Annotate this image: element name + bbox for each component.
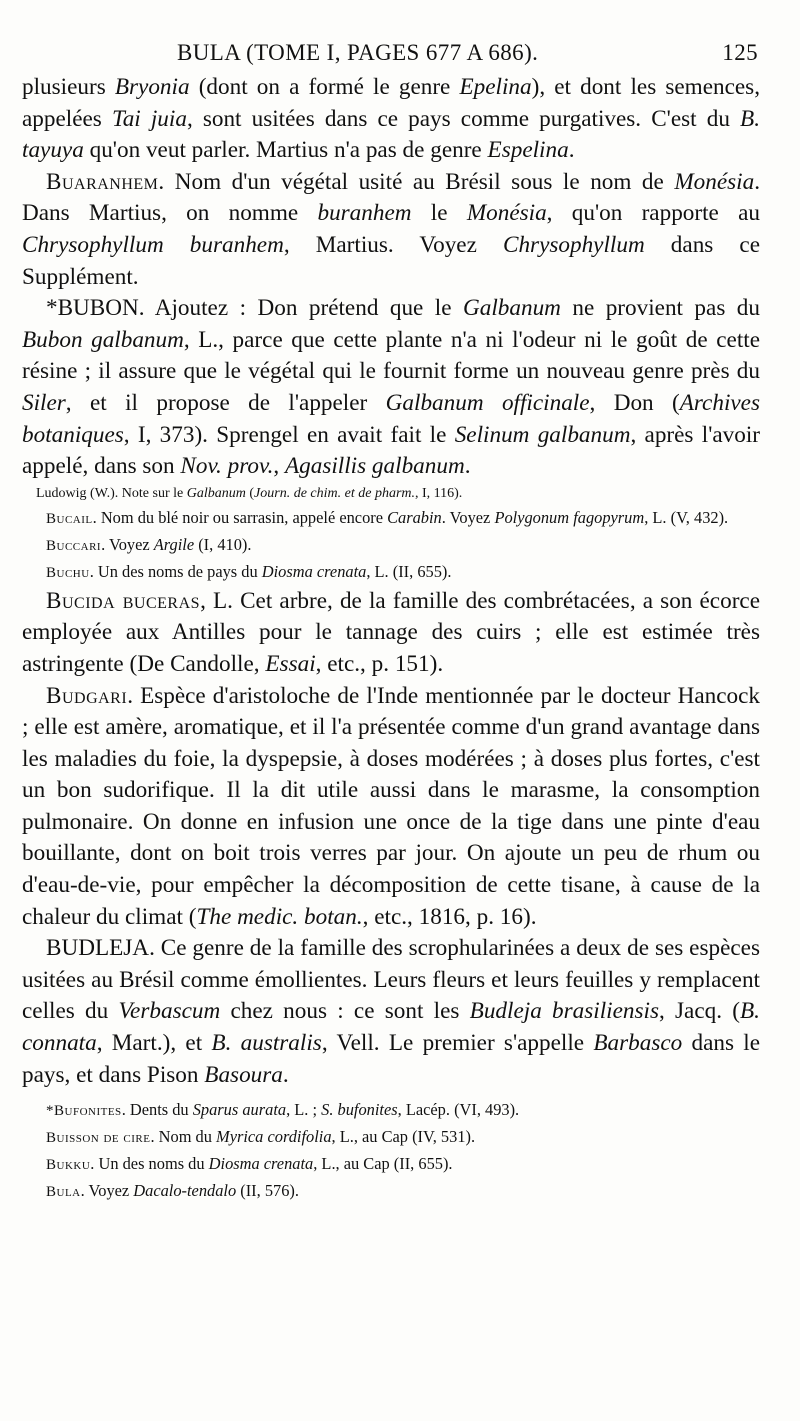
text: , L., au Cap (IV, 531). (331, 1127, 476, 1147)
text: , L. Cet arbre, de la famille des combrétacées, a son écorce employée aux Antilles pour le tannage des cuirs ; elle est estimée très astringente (De Candolle, (22, 587, 760, 677)
text: . Espèce d'aristoloche de l'Inde mentionnée par le docteur Hancock ; elle est amère, aromatique, et il l'a présentée comme d'un grand avantage dans les maladies du foie, la dyspepsie, à doses modérées ; à doses plus fortes, c'est un bon sudorifique. Il la dit utile aussi dans le marasme, la consomption pulmonaire. On donne en infusion une once de la tige dans une pinte d'eau bouillante, dont on boit trois verres par jour. On ajoute un peu de rhum ou d'eau-de-vie, pour empêcher la décomposition de cette tisane, à cause de la chaleur du climat ( (22, 682, 760, 930)
italic-term: Essai (265, 650, 316, 677)
text: chez nous : ce sont les (220, 998, 470, 1025)
text: , L., parce que cette plante n'a ni l'odeur ni le goût de cette résine ; il assure que le végétal qui le fournit forme un nouveau genre près du (22, 326, 760, 385)
italic-term: Monésia (466, 200, 547, 227)
text: , L., au Cap (II, 655). (313, 1154, 453, 1174)
text: , etc., p. 151). (315, 650, 444, 677)
text: . Voyez (80, 1181, 134, 1201)
text: . Voyez (101, 534, 154, 554)
italic-term: Myrica cordifolia (216, 1127, 332, 1147)
entry-headword: Bukku (46, 1157, 91, 1174)
italic-term: Chrysophyllum (503, 231, 645, 258)
text: , sont usitées dans ce pays comme purgatives. C'est du (186, 105, 741, 132)
italic-term: Journ. de chim. et de pharm. (254, 485, 415, 501)
italic-term: Dacalo-tendalo (133, 1181, 237, 1201)
text: le (411, 200, 467, 227)
running-title: BULA (TOME I, PAGES 677 A 686). (177, 40, 539, 65)
text: . Ajoutez : Don prétend que le (138, 295, 463, 322)
text: . Nom du (150, 1127, 217, 1147)
entry-headword: Buchu (46, 564, 90, 581)
entry-buchu (22, 559, 760, 586)
entry-bula (22, 1178, 760, 1205)
italic-term: Diosma crenata (208, 1154, 314, 1174)
text: . Dents du (121, 1100, 193, 1120)
entry-headword: Bucida buceras (46, 587, 201, 614)
text: , Martius. Voyez (283, 231, 503, 258)
text: , I, 373). Sprengel en avait fait le (123, 421, 455, 448)
italic-term: Basoura (204, 1061, 283, 1088)
text: plusieurs (22, 74, 115, 100)
text: . Dans Martius, on nomme (22, 168, 760, 227)
running-header (22, 40, 760, 66)
italic-term: Diosma crenata (261, 561, 367, 581)
text: , L. ; (286, 1100, 322, 1120)
text: , qu'on rapporte au (546, 200, 761, 227)
italic-term: Bubon galbanum (22, 326, 184, 353)
italic-term: Selinum galbanum (454, 421, 631, 448)
entry-buisson-de-cire (22, 1124, 760, 1151)
italic-term: B. tayuya (22, 105, 761, 164)
text: . Ce genre de la famille des scrophularinées a deux de ses espèces usitées au Brésil comme émollientes. Leurs fleurs et leurs feuilles y remplacent celles du (22, 935, 760, 1025)
text: , Jacq. ( (658, 998, 740, 1025)
text: ( (245, 485, 255, 501)
entry-bryonia-continued (22, 72, 760, 167)
text: (I, 410). (194, 534, 252, 554)
bibliographic-note (22, 483, 760, 505)
text: , Vell. Le premier s'appelle (321, 1030, 594, 1057)
italic-term: Barbasco (593, 1030, 683, 1057)
italic-term: Carabin (387, 507, 442, 527)
page-number: 125 (722, 40, 758, 65)
entry-headword: Bucail (46, 510, 93, 527)
text: dans le pays, et dans Pison (22, 1030, 760, 1088)
italic-term: Galbanum officinale (385, 389, 590, 416)
italic-term: Polygonum fagopyrum (494, 507, 645, 527)
italic-term: Bryonia (114, 74, 190, 100)
italic-term: Chrysophyllum buranhem (22, 231, 284, 258)
italic-term: Verbascum (118, 998, 221, 1025)
text: . (568, 137, 575, 164)
text: . (464, 453, 471, 480)
text: ), et dont les semences, appelées (22, 74, 760, 132)
text: (dont on a formé le genre (189, 74, 460, 100)
text: , après l'avoir appelé, dans son (22, 421, 761, 480)
text: . Un des noms du (90, 1154, 209, 1174)
text: . Nom d'un végétal usité au Brésil sous le nom de (158, 168, 675, 195)
text: , et il propose de l'appeler (65, 389, 386, 416)
text: , L. (II, 655). (366, 561, 452, 581)
entry-budleja (22, 933, 760, 1091)
text: . (282, 1061, 289, 1088)
entry-buccari (22, 532, 760, 559)
italic-term: Sparus aurata (192, 1100, 287, 1120)
entry-buaranhem (22, 167, 760, 293)
text: qu'on veut parler. Martius n'a pas de genre (83, 137, 488, 164)
entry-headword: Buaranhem (46, 168, 159, 195)
text: . Un des noms de pays du (89, 561, 262, 581)
italic-term: Budleja brasiliensis (469, 998, 659, 1025)
italic-term: buranhem (317, 200, 412, 227)
text: Ludowig (W.). Note sur le (36, 485, 187, 501)
text: dans ce Supplément. (22, 231, 760, 290)
text: , Lacép. (VI, 493). (397, 1100, 520, 1120)
italic-term: Argile (153, 534, 195, 554)
text: , I, 116). (415, 485, 463, 501)
text: . Nom du blé noir ou sarrasin, appelé encore (92, 507, 388, 527)
entry-headword: *BUBON (46, 295, 139, 322)
italic-term: Agasillis galbanum (284, 453, 465, 480)
text: , etc., 1816, p. 16). (362, 903, 537, 930)
italic-term: B. australis (211, 1030, 322, 1057)
italic-term: Siler (22, 389, 66, 416)
italic-term: B. connata (22, 998, 760, 1057)
entry-bucail (22, 505, 760, 532)
italic-term: Espelina (487, 137, 569, 164)
entry-bukku (22, 1151, 760, 1178)
text: , L. (V, 432). (644, 507, 729, 527)
entry-headword: Bula (46, 1184, 81, 1201)
entry-bubon (22, 293, 760, 483)
text: , Don ( (589, 389, 680, 416)
italic-term: S. bufonites (321, 1100, 398, 1120)
text: , Mart.), et (96, 1030, 212, 1057)
entry-budgari (22, 681, 760, 934)
entry-headword: *Bufonites (46, 1103, 122, 1120)
text: ne provient pas du (560, 295, 760, 322)
entry-headword: Budgari (46, 682, 128, 709)
text: (II, 576). (236, 1181, 299, 1201)
italic-term: Epelina (459, 74, 532, 100)
italic-term: Monésia (674, 168, 755, 195)
italic-term: The medic. botan. (196, 903, 363, 930)
italic-term: Tai juia (111, 105, 187, 132)
italic-term: Nov. prov. (180, 453, 274, 480)
italic-term: Archives botaniques (22, 389, 760, 448)
entry-headword: Buisson de cire (46, 1130, 151, 1147)
entry-bufonites (22, 1097, 760, 1124)
text: . Voyez (441, 507, 495, 527)
entry-headword: BUDLEJA (46, 935, 150, 962)
italic-term: Galbanum (463, 295, 561, 322)
text: , (273, 453, 285, 480)
entry-bucida-buceras (22, 586, 760, 681)
entry-headword: Buccari (46, 537, 102, 554)
italic-term: Galbanum (186, 485, 246, 501)
